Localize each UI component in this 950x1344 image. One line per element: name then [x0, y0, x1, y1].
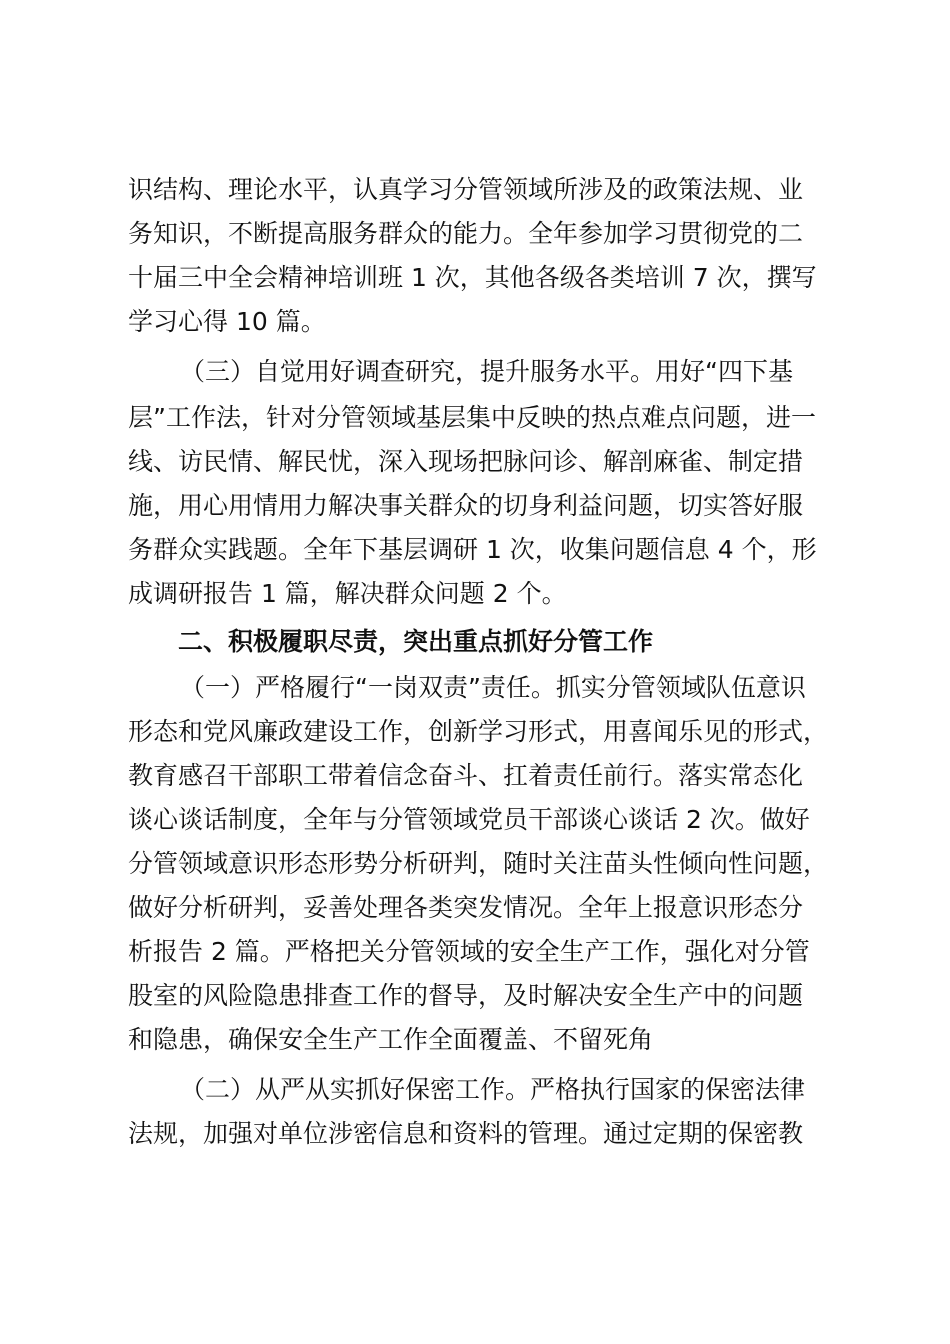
body-text-line: 层”工作法，针对分管领域基层集中反映的热点难点问题，进一	[128, 403, 816, 432]
body-text-line: 股室的风险隐患排查工作的督导，及时解决安全生产中的问题	[128, 981, 804, 1010]
body-text-line: 做好分析研判，妥善处理各类突发情况。全年上报意识形态分	[128, 893, 804, 922]
body-text-line: 学习心得 10 篇。	[128, 307, 326, 336]
paragraph-start-line: （二）从严从实抓好保密工作。严格执行国家的保密法律	[180, 1075, 806, 1104]
body-text-line: 谈心谈话制度，全年与分管领域党员干部谈心谈话 2 次。做好	[128, 805, 810, 834]
body-text-line: 分管领域意识形态形势分析研判，随时关注苗头性倾向性问题，	[128, 849, 829, 878]
body-text-line: 形态和党风廉政建设工作，创新学习形式，用喜闻乐见的形式，	[128, 717, 829, 746]
body-text-line: 教育感召干部职工带着信念奋斗、扛着责任前行。落实常态化	[128, 761, 804, 790]
body-text-line: 施，用心用情用力解决事关群众的切身利益问题，切实答好服	[128, 491, 804, 520]
body-text-line: 务群众实践题。全年下基层调研 1 次，收集问题信息 4 个，形	[128, 535, 817, 564]
body-text-line: 务知识，不断提高服务群众的能力。全年参加学习贯彻党的二	[128, 219, 804, 248]
body-text-line: 识结构、理论水平，认真学习分管领域所涉及的政策法规、业	[128, 175, 804, 204]
body-text-line: 十届三中全会精神培训班 1 次，其他各级各类培训 7 次，撰写	[128, 263, 817, 292]
body-text-line: 成调研报告 1 篇，解决群众问题 2 个。	[128, 579, 567, 608]
body-text-line: 和隐患，确保安全生产工作全面覆盖、不留死角	[128, 1025, 654, 1054]
paragraph-start-line: （三）自觉用好调查研究，提升服务水平。用好“四下基	[180, 357, 793, 386]
section-heading: 二、积极履职尽责，突出重点抓好分管工作	[178, 627, 654, 656]
body-text-line: 析报告 2 篇。严格把关分管领域的安全生产工作，强化对分管	[128, 937, 810, 966]
body-text-line: 线、访民情、解民忧，深入现场把脉问诊、解剖麻雀、制定措	[128, 447, 804, 476]
body-text-line: 法规，加强对单位涉密信息和资料的管理。通过定期的保密教	[128, 1119, 804, 1148]
paragraph-start-line: （一）严格履行“一岗双责”责任。抓实分管领域队伍意识	[180, 673, 806, 702]
